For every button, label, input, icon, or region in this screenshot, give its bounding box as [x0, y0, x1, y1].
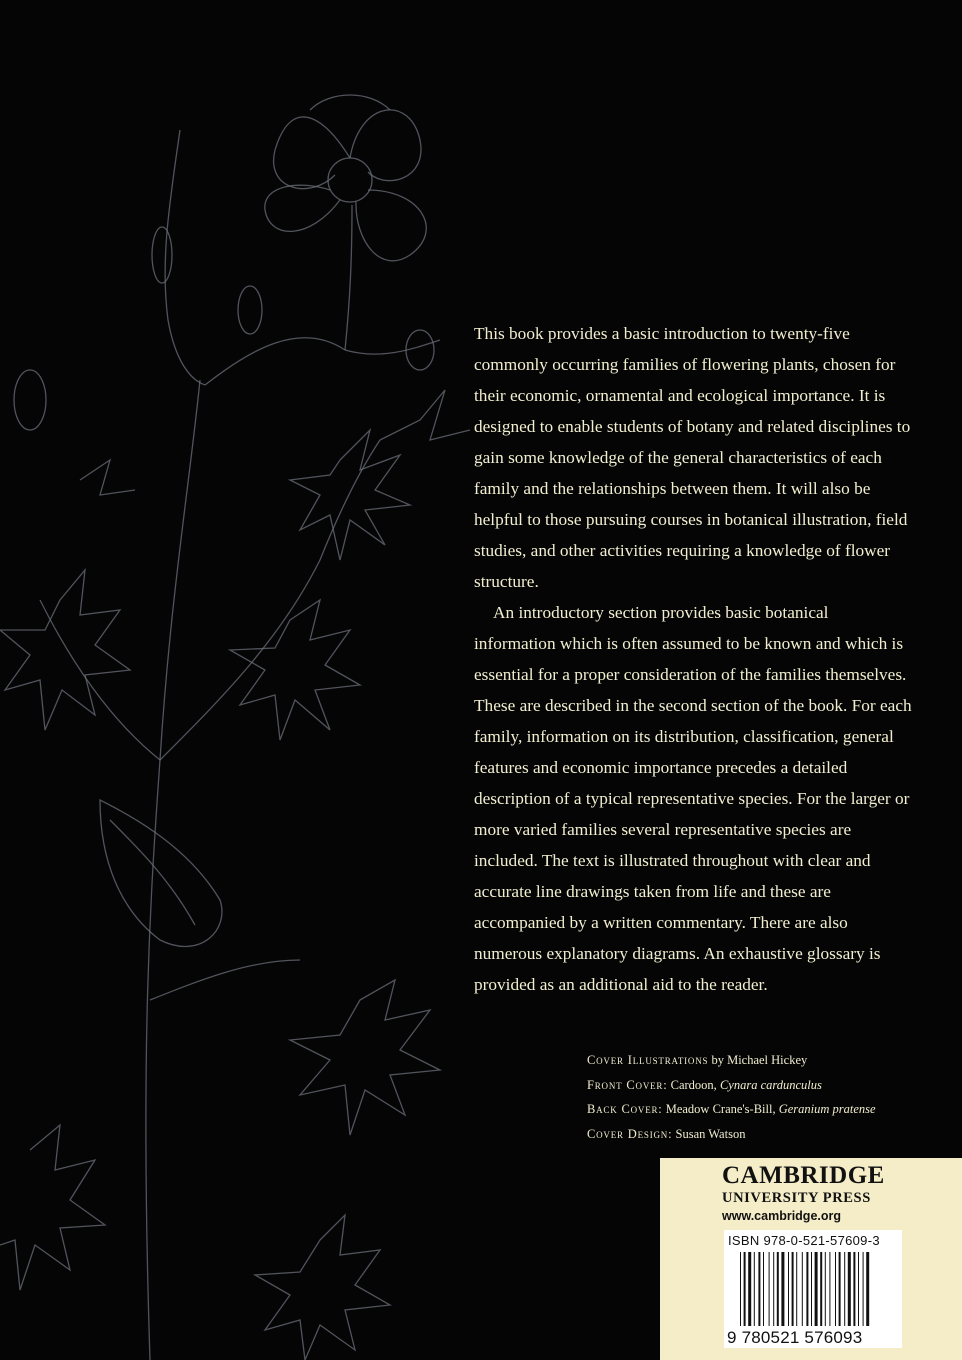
publisher-subtitle: UNIVERSITY PRESS	[722, 1190, 871, 1206]
blurb-paragraph-1: This book provides a basic introduction to twenty-five commonly occurring families of flowering plants, chosen for their economic, ornamental and ecological importance. It is designed to enable students of botany and related disciplines to gain some knowledge of the general characteristics of each family and the relationships between them. It will also be helpful to those pursuing courses in botanical illustration, field studies, and other activities requiring a knowledge of flower structure.	[474, 324, 911, 591]
credit-front-species: Cynara cardunculus	[719, 1077, 822, 1092]
credit-illustrations	[587, 1048, 947, 1073]
isbn-label: ISBN 978-0-521-57609-3	[728, 1233, 880, 1248]
publisher-url: www.cambridge.org	[722, 1209, 842, 1223]
credit-design-label: Cover Design:	[587, 1127, 673, 1142]
credit-front-cover	[587, 1073, 947, 1098]
credit-illustrations-value: by Michael Hickey	[711, 1053, 808, 1067]
cover-credits	[587, 1048, 947, 1147]
barcode-digits: 9 780521 576093	[727, 1328, 863, 1347]
credit-design-value: Susan Watson	[675, 1127, 746, 1142]
credit-front-value: Cardoon,	[670, 1077, 717, 1092]
credit-back-value: Meadow Crane's-Bill,	[665, 1102, 776, 1117]
credit-illustrations-label: Cover Illustrations	[587, 1053, 709, 1067]
credit-back-cover	[587, 1097, 947, 1122]
isbn-barcode-block	[724, 1230, 902, 1348]
credit-front-label: Front Cover:	[587, 1077, 668, 1092]
credit-back-species: Geranium pratense	[778, 1102, 876, 1117]
barcode-image	[724, 1252, 902, 1332]
publisher-panel	[660, 1158, 962, 1360]
blurb-paragraph-2: An introductory section provides basic botanical information which is often assumed to be known and which is essential for a proper consideration of the families themselves. These are described in the second section of the book. For each family, information on its distribution, classification, general features and economic importance precedes a detailed description of a typical representative species. For the larger or more varied families several representative species are included. The text is illustrated throughout with clear and accurate line drawings taken from life and these are accompanied by a written commentary. There are also numerous explanatory diagrams. An exhaustive glossary is provided as an additional aid to the reader.	[474, 603, 912, 994]
back-cover-blurb	[474, 318, 914, 1000]
publisher-name: CAMBRIDGE	[722, 1162, 885, 1189]
credit-back-label: Back Cover:	[587, 1102, 663, 1117]
credit-cover-design	[587, 1122, 947, 1147]
